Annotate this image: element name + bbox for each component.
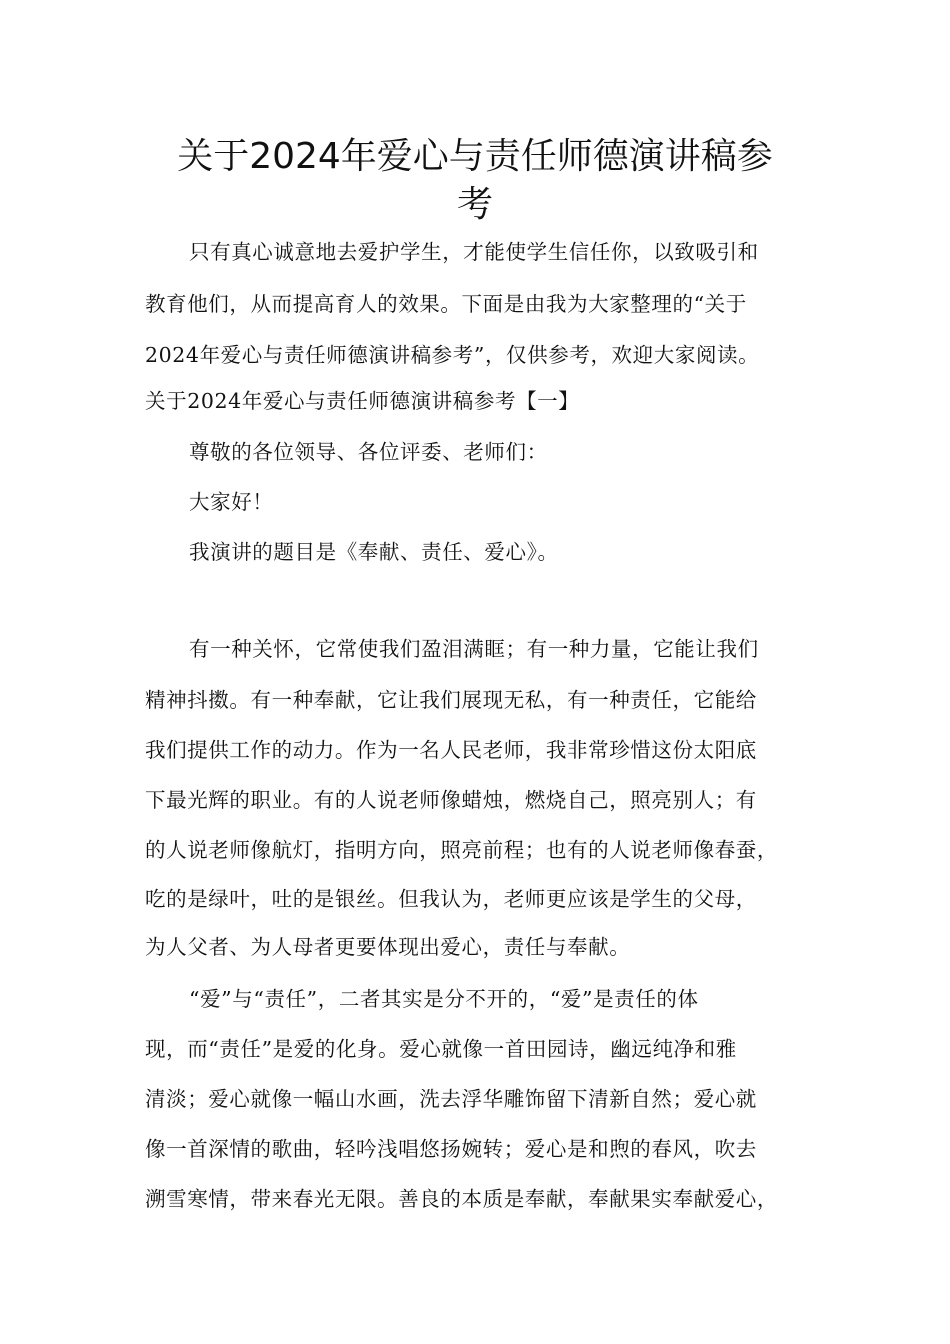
paragraph-2-line-2: 现，而“责任”是爱的化身。爱心就像一首田园诗，幽远纯净和雅 [145,1037,737,1061]
paragraph-2-line-5: 溯雪寒情，带来春光无限。善良的本质是奉献，奉献果实奉献爱心， [145,1187,778,1211]
paragraph-1-line-7: 为人父者、为人母者更要体现出爱心，责任与奉献。 [145,935,631,959]
paragraph-2-line-3: 清淡；爱心就像一幅山水画，洗去浮华雕饰留下清新自然；爱心就 [145,1087,757,1111]
document-title-line-1: 关于2024年爱心与责任师德演讲稿参 [177,136,773,177]
greeting-line: 大家好！ [189,490,274,514]
paragraph-1-line-6: 吃的是绿叶，吐的是银丝。但我认为，老师更应该是学生的父母， [145,887,757,911]
paragraph-2-line-1: “爱”与“责任”，二者其实是分不开的，“爱”是责任的体 [189,987,699,1011]
paragraph-1-line-5: 的人说老师像航灯，指明方向，照亮前程；也有的人说老师像春蚕， [145,838,778,862]
paragraph-2-line-4: 像一首深情的歌曲，轻吟浅唱悠扬婉转；爱心是和煦的春风，吹去 [145,1137,757,1161]
paragraph-1-line-4: 下最光辉的职业。有的人说老师像蜡烛，燃烧自己，照亮别人；有 [145,788,757,812]
intro-line-2: 教育他们，从而提高育人的效果。下面是由我为大家整理的“关于 [145,292,747,316]
paragraph-1-line-1: 有一种关怀，它常使我们盈泪满眶；有一种力量，它能让我们 [189,637,759,661]
salutation-line: 尊敬的各位领导、各位评委、老师们： [189,440,548,464]
section-heading: 关于2024年爱心与责任师德演讲稿参考【一】 [145,389,580,413]
intro-line-1: 只有真心诚意地去爱护学生，才能使学生信任你，以致吸引和 [189,240,759,264]
paragraph-1-line-2: 精神抖擞。有一种奉献，它让我们展现无私，有一种责任，它能给 [145,688,757,712]
document-title-line-2: 考 [456,184,493,225]
paragraph-1-line-3: 我们提供工作的动力。作为一名人民老师，我非常珍惜这份太阳底 [145,738,757,762]
speech-topic-line: 我演讲的题目是《奉献、责任、爱心》。 [189,540,559,564]
intro-line-3: 2024年爱心与责任师德演讲稿参考”，仅供参考，欢迎大家阅读。 [145,343,760,367]
